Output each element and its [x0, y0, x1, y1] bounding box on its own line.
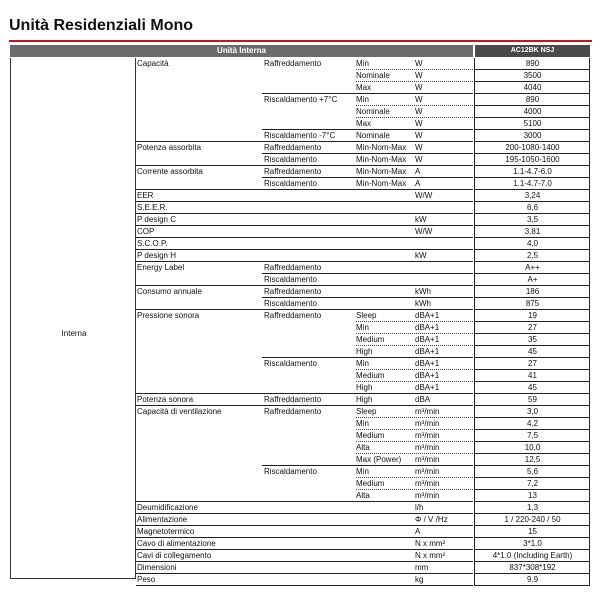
section-label: Interna — [61, 329, 87, 338]
value-cell: 1.1-4.7-6.0 — [513, 167, 552, 176]
unit-label: l/h — [415, 503, 424, 512]
parameter-label: Deumidificazione — [137, 503, 198, 512]
mode-label: Riscaldamento — [264, 467, 317, 476]
value-cell: 10,0 — [524, 443, 541, 452]
unit-label: dBA+1 — [415, 347, 440, 356]
unit-label: A — [415, 179, 421, 188]
title-underline — [9, 40, 592, 42]
mode-label: Raffreddamento — [264, 311, 322, 320]
sub-label: Max (Power) — [356, 455, 402, 464]
sub-label: Medium — [356, 335, 385, 344]
value-cell: 2,5 — [526, 251, 539, 260]
unit-label: m³/min — [415, 479, 440, 488]
mode-label: Riscaldamento +7°C — [264, 95, 338, 104]
mode-label: Raffreddamento — [264, 167, 322, 176]
sub-label: High — [356, 347, 373, 356]
mode-label: Riscaldamento -7°C — [264, 131, 336, 140]
parameter-label: P design H — [137, 251, 176, 260]
sub-label: High — [356, 395, 373, 404]
sub-label: Min — [356, 95, 369, 104]
unit-label: A — [415, 527, 421, 536]
value-column-border-left — [474, 58, 475, 586]
sub-label: Nominale — [356, 71, 390, 80]
value-cell: 45 — [528, 347, 537, 356]
sub-label: Medium — [356, 431, 385, 440]
sub-label: Medium — [356, 479, 385, 488]
parameter-label: COP — [137, 227, 155, 236]
value-cell: 5,6 — [526, 467, 539, 476]
value-cell: 186 — [525, 287, 540, 296]
mode-label: Raffreddamento — [264, 395, 322, 404]
value-cell: 7,2 — [526, 479, 539, 488]
unit-label: kg — [415, 575, 424, 584]
sub-label: Alta — [356, 443, 370, 452]
parameter-label: Dimensioni — [137, 563, 177, 572]
value-cell: 45 — [528, 383, 537, 392]
value-cell: 1,3 — [526, 503, 539, 512]
sub-label: Sleep — [356, 407, 377, 416]
value-cell: A+ — [527, 275, 538, 284]
unit-label: m³/min — [415, 443, 440, 452]
value-cell: 3*1.0 — [523, 539, 542, 548]
parameter-label: Peso — [137, 575, 156, 584]
mode-label: Riscaldamento — [264, 275, 317, 284]
unit-label: W/W — [415, 191, 433, 200]
unit-label: W — [415, 83, 423, 92]
unit-label: m³/min — [415, 467, 440, 476]
value-cell: 3000 — [523, 131, 542, 140]
sub-label: Min-Nom-Max — [356, 143, 407, 152]
parameter-label: Magnetotermico — [137, 527, 195, 536]
unit-label: m³/min — [415, 431, 440, 440]
sub-label: Min-Nom-Max — [356, 179, 407, 188]
value-cell: 59 — [528, 395, 537, 404]
value-column-border-right — [589, 58, 590, 586]
mode-label: Riscaldamento — [264, 299, 317, 308]
value-cell: 41 — [528, 371, 537, 380]
unit-label: dBA+1 — [415, 371, 440, 380]
value-cell: 19 — [528, 311, 537, 320]
value-separator — [475, 585, 590, 586]
sub-label: Min-Nom-Max — [356, 167, 407, 176]
sub-label: Alta — [356, 491, 370, 500]
section-cell — [10, 58, 136, 579]
sub-label: Medium — [356, 371, 385, 380]
unit-label: m³/min — [415, 455, 440, 464]
value-cell: 4,2 — [526, 419, 539, 428]
sub-label: Max — [356, 83, 372, 92]
unit-label: W/W — [415, 227, 433, 236]
sub-label: Min — [356, 323, 369, 332]
value-cell: 13 — [528, 491, 537, 500]
unit-label: W — [415, 143, 423, 152]
mode-label: Raffreddamento — [264, 263, 322, 272]
unit-label: W — [415, 107, 423, 116]
unit-label: A — [415, 167, 421, 176]
unit-label: dBA — [415, 395, 431, 404]
value-cell: 890 — [525, 95, 540, 104]
value-cell: 35 — [528, 335, 537, 344]
value-cell: 195-1050-1600 — [505, 155, 560, 164]
unit-label: W — [415, 119, 423, 128]
mode-label: Riscaldamento — [264, 179, 317, 188]
sub-label: High — [356, 383, 373, 392]
parameter-label: S.C.O.P. — [137, 239, 168, 248]
table-header-section: Unità Interna — [10, 45, 473, 57]
parameter-label: Cavo di alimentazione — [137, 539, 216, 548]
sub-label: Nominale — [356, 131, 390, 140]
parameter-label: Capacità — [137, 59, 169, 68]
parameter-label: Potenza sonora — [137, 395, 194, 404]
value-cell: 15 — [528, 527, 537, 536]
parameter-label: P design C — [137, 215, 176, 224]
parameter-label: EER — [137, 191, 154, 200]
sub-label: Min — [356, 467, 369, 476]
value-cell: 4000 — [523, 107, 542, 116]
unit-label: kWh — [415, 299, 431, 308]
value-cell: A++ — [525, 263, 540, 272]
parameter-label: Potenza assorbita — [137, 143, 202, 152]
value-cell: 3,5 — [526, 215, 539, 224]
parameter-label: Cavi di collegamento — [137, 551, 212, 560]
sub-label: Min — [356, 419, 369, 428]
sub-label: Min — [356, 359, 369, 368]
sub-label: Sleep — [356, 311, 377, 320]
value-cell: 875 — [525, 299, 540, 308]
mode-label: Riscaldamento — [264, 359, 317, 368]
value-cell: 3,24 — [524, 191, 541, 200]
value-cell: 27 — [528, 359, 537, 368]
unit-label: W — [415, 155, 423, 164]
parameter-label: S.E.E.R. — [137, 203, 168, 212]
value-cell: 7,5 — [526, 431, 539, 440]
unit-label: kWh — [415, 287, 431, 296]
unit-label: W — [415, 95, 423, 104]
mode-label: Raffreddamento — [264, 143, 322, 152]
value-cell: 200-1080-1400 — [505, 143, 560, 152]
unit-label: m³/min — [415, 491, 440, 500]
value-cell: 837*308*192 — [509, 563, 556, 572]
value-cell: 3500 — [523, 71, 542, 80]
value-cell: 9.9 — [526, 575, 539, 584]
unit-label: kW — [415, 215, 427, 224]
unit-label: W — [415, 59, 423, 68]
table-header-model: AC12BK NSJ — [475, 45, 590, 57]
value-cell: 3,0 — [526, 407, 539, 416]
sub-label: Nominale — [356, 107, 390, 116]
value-cell: 3,81 — [524, 227, 541, 236]
parameter-label: Pressione sonora — [137, 311, 200, 320]
parameter-separator — [136, 585, 473, 586]
unit-label: dBA+1 — [415, 335, 440, 344]
value-cell: 4040 — [523, 83, 542, 92]
unit-label: kW — [415, 251, 427, 260]
unit-label: dBA+1 — [415, 359, 440, 368]
unit-label: W — [415, 71, 423, 80]
mode-label: Raffreddamento — [264, 287, 322, 296]
value-cell: 12,5 — [524, 455, 541, 464]
parameter-label: Energy Label — [137, 263, 185, 272]
value-cell: 890 — [525, 59, 540, 68]
unit-label: N x mm² — [415, 551, 446, 560]
value-cell: 4,0 — [526, 239, 539, 248]
unit-label: N x mm² — [415, 539, 446, 548]
mode-label: Raffreddamento — [264, 59, 322, 68]
unit-label: m³/min — [415, 419, 440, 428]
value-cell: 1.1-4.7-7.0 — [513, 179, 552, 188]
parameter-label: Consumo annuale — [137, 287, 202, 296]
parameter-label: Alimentazione — [137, 515, 188, 524]
sub-label: Min-Nom-Max — [356, 155, 407, 164]
unit-label: dBA+1 — [415, 383, 440, 392]
mode-label: Riscaldamento — [264, 155, 317, 164]
unit-label: W — [415, 131, 423, 140]
value-cell: 4*1.0 (Including Earth) — [492, 551, 573, 560]
unit-label: m³/min — [415, 407, 440, 416]
mode-label: Raffreddamento — [264, 407, 322, 416]
value-cell: 27 — [528, 323, 537, 332]
parameter-label: Capacità di ventilazione — [137, 407, 222, 416]
unit-label: dBA+1 — [415, 323, 440, 332]
spec-table — [10, 45, 590, 584]
sub-label: Min — [356, 59, 369, 68]
unit-label: mm — [415, 563, 429, 572]
value-cell: 5100 — [523, 119, 542, 128]
parameter-label: Corrente assorbita — [137, 167, 203, 176]
sub-label: Max — [356, 119, 372, 128]
unit-label: dBA+1 — [415, 311, 440, 320]
document-title: Unità Residenziali Mono — [9, 17, 194, 34]
value-cell: 1 / 220-240 / 50 — [504, 515, 561, 524]
unit-label: Φ / V /Hz — [415, 515, 448, 524]
value-cell: 6,6 — [526, 203, 539, 212]
